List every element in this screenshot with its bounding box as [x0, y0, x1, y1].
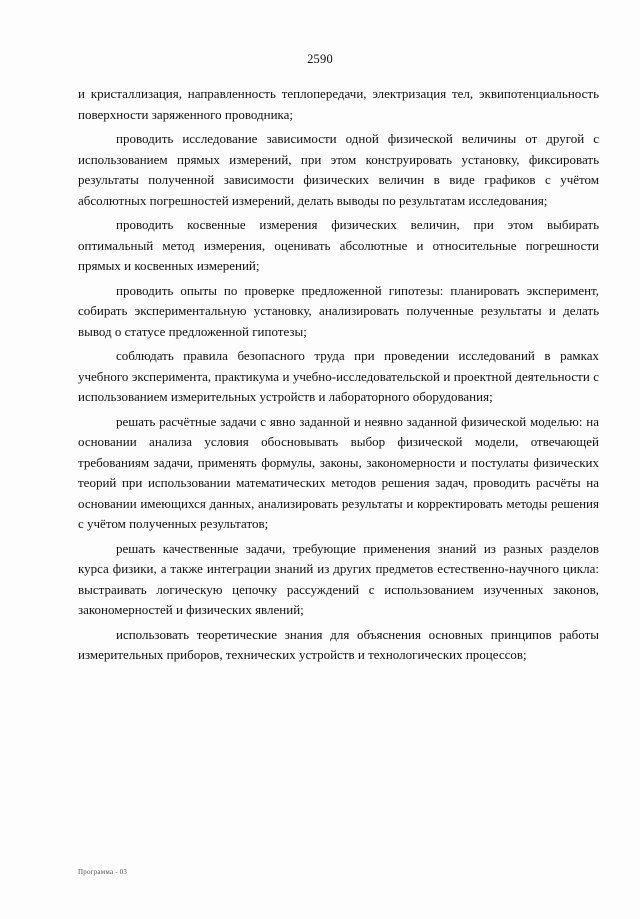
paragraph-3: проводить косвенные измерения физических величин, при этом выбирать оптимальный метод измерения, оценивать абсолютные и относительные погрешности прямых и косвенных измерений; — [78, 217, 599, 273]
paragraph-1: и кристаллизация, направленность теплопередачи, электризация тел, эквипотенциальность поверхности заряженного проводника; — [78, 86, 599, 122]
document-body — [78, 84, 599, 670]
paragraph-4: проводить опыты по проверке предложенной гипотезы: планировать эксперимент, собирать экспериментальную установку, анализировать полученные результаты и делать вывод о статусе предложенной гипотезы; — [78, 282, 599, 339]
paragraph-5: соблюдать правила безопасного труда при проведении исследований в рамках учебного эксперимента, практикума и учебно-исследовательской и проектной деятельности с использованием измерительных устройств и лабораторного оборудования; — [78, 348, 599, 404]
paragraph-6: решать расчётные задачи с явно заданной и неявно заданной физической моделью: на основании анализа условия обосновывать выбор физической модели, отвечающей требованиям задачи, применять формулы, законы, закономерности и постулаты физических теорий при использовании математических методов решения задач, проводить расчёты на основании имеющихся данных, анализировать результаты и корректировать методы решения с учётом полученных результатов; — [78, 413, 599, 531]
page-footer: Программа - 03 — [78, 868, 128, 876]
paragraph-7: решать качественные задачи, требующие применения знаний из разных разделов курса физики, а также интеграции знаний из других предметов естественно-научного цикла: выстраивать логическую цепочку рассуждений с использованием изученных законов, закономерностей и физических явлений; — [78, 540, 599, 617]
paragraph-8: использовать теоретические знания для объяснения основных принципов работы измерительных приборов, технических устройств и технологических процессов; — [78, 626, 599, 662]
page-number: 2590 — [307, 52, 333, 66]
paragraph-2: проводить исследование зависимости одной физической величины от другой с использованием прямых измерений, при этом конструировать установку, фиксировать результаты полученной зависимости физических величин в виде графиков с учётом абсолютных погрешностей измерений, делать выводы по результатам исследования; — [78, 131, 599, 208]
